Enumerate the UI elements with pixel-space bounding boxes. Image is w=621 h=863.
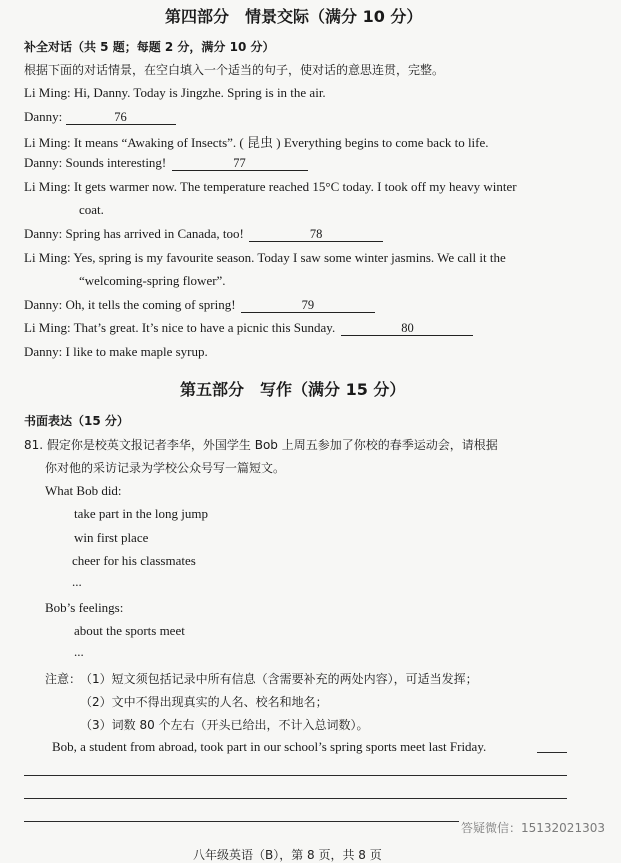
dialog-line-8-text: Danny: Oh, it tells the coming of spring! bbox=[24, 297, 236, 312]
note-label: 注意： bbox=[45, 672, 82, 686]
dialog-line-4 bbox=[24, 155, 308, 171]
answer-blank-79[interactable]: 79 bbox=[241, 299, 375, 313]
did-item-3: cheer for his classmates bbox=[72, 553, 196, 568]
dialog-line-6 bbox=[24, 226, 383, 242]
dialog-line-9 bbox=[24, 320, 473, 336]
part4-section-heading: 补全对话（共 5 题；每题 2 分，满分 10 分） bbox=[24, 40, 275, 54]
part5-section-heading: 书面表达（15 分） bbox=[24, 414, 129, 428]
dialog-line-6-text: Danny: Spring has arrived in Canada, too! bbox=[24, 226, 244, 241]
what-bob-did-heading: What Bob did: bbox=[45, 483, 122, 498]
essay-line-1[interactable] bbox=[24, 775, 567, 776]
did-item-4: ... bbox=[72, 574, 82, 589]
essay-line-0[interactable] bbox=[537, 752, 567, 753]
answer-blank-76[interactable]: 76 bbox=[66, 111, 176, 125]
answer-blank-77[interactable]: 77 bbox=[172, 157, 308, 171]
dialog-line-5a: Li Ming: It gets warmer now. The temperature reached 15°C today. I took off my heavy winter bbox=[24, 179, 517, 194]
did-item-2: win first place bbox=[74, 530, 149, 545]
part5-title: 第五部分 写作（满分 15 分） bbox=[180, 380, 406, 399]
note-2: （2）文中不得出现真实的人名、校名和地名； bbox=[80, 695, 328, 709]
dialog-line-4-text: Danny: Sounds interesting! bbox=[24, 155, 167, 170]
feeling-item-1: about the sports meet bbox=[74, 623, 185, 638]
feeling-item-2: ... bbox=[74, 644, 84, 659]
dialog-line-10: Danny: I like to make maple syrup. bbox=[24, 344, 208, 359]
dialog-line-2 bbox=[24, 109, 176, 125]
essay-opening-sentence: Bob, a student from abroad, took part in our school’s spring sports meet last Friday. bbox=[52, 739, 487, 754]
dialog-line-9-text: Li Ming: That’s great. It’s nice to have a picnic this Sunday. bbox=[24, 320, 336, 335]
dialog-line-5b: coat. bbox=[79, 202, 104, 217]
dialog-line-7b: “welcoming-spring flower”. bbox=[79, 273, 226, 288]
dialog-line-3: Li Ming: It means “Awaking of Insects”. ( 昆虫 ) Everything begins to come back to life. bbox=[24, 135, 489, 150]
dialog-line-1: Li Ming: Hi, Danny. Today is Jingzhe. Spring is in the air. bbox=[24, 85, 326, 100]
dialog-line-7a: Li Ming: Yes, spring is my favourite season. Today I saw some winter jasmins. We call it the bbox=[24, 250, 506, 265]
did-item-1: take part in the long jump bbox=[74, 506, 208, 521]
dialog-line-2-text: Danny: bbox=[24, 109, 63, 124]
essay-line-2[interactable] bbox=[24, 798, 567, 799]
question-81-line-2: 你对他的采访记录为学校公众号写一篇短文。 bbox=[45, 461, 286, 475]
answer-blank-80[interactable]: 80 bbox=[341, 322, 473, 336]
part4-instruction: 根据下面的对话情景，在空白填入一个适当的句子，使对话的意思连贯，完整。 bbox=[24, 63, 445, 77]
note-3: （3）词数 80 个左右（开头已给出，不计入总词数）。 bbox=[80, 718, 369, 732]
dialog-line-8 bbox=[24, 297, 375, 313]
bobs-feelings-heading: Bob’s feelings: bbox=[45, 600, 124, 615]
note-1: （1）短文须包括记录中所有信息（含需要补充的两处内容），可适当发挥； bbox=[80, 672, 478, 686]
page-footer: 八年级英语（B），第 8 页，共 8 页 bbox=[193, 848, 382, 862]
answer-blank-78[interactable]: 78 bbox=[249, 228, 383, 242]
part4-title: 第四部分 情景交际（满分 10 分） bbox=[165, 7, 423, 26]
question-81-line-1: 81. 假定你是校英文报记者李华，外国学生 Bob 上周五参加了你校的春季运动会，请根据 bbox=[24, 438, 498, 452]
watermark-text: 答疑微信：15132021303 bbox=[461, 821, 605, 835]
